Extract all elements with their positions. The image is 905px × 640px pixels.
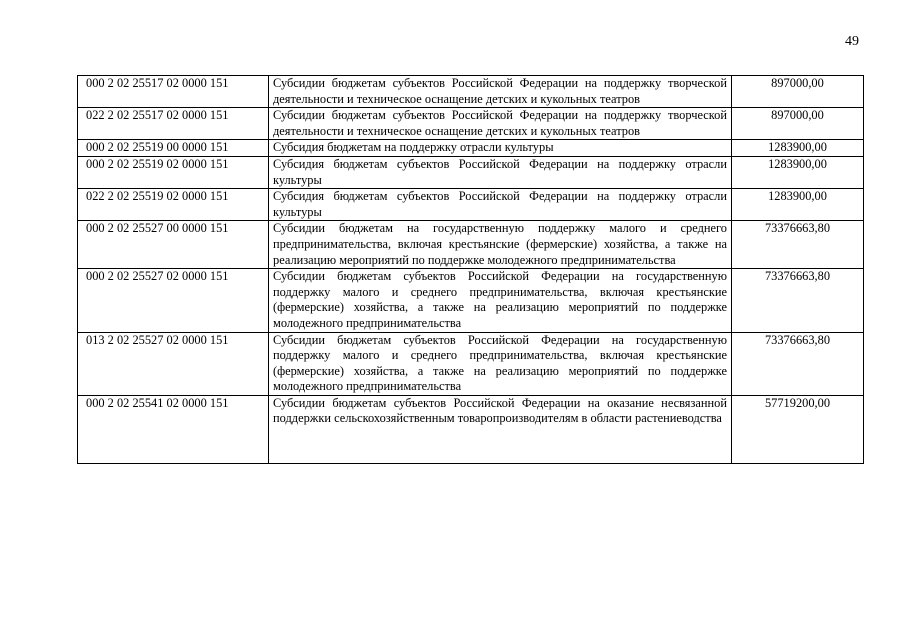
budget-code: 022 2 02 25517 02 0000 151 [78, 108, 269, 140]
table-row [78, 189, 864, 221]
item-amount: 1283900,00 [732, 156, 864, 188]
budget-code: 000 2 02 25541 02 0000 151 [78, 395, 269, 463]
table-row [78, 156, 864, 188]
item-description: Субсидии бюджетам субъектов Российской Федерации на государственную поддержку малого и среднего предпринимательства, включая крестьянские (фермерские) хозяйства, а также на реализацию мероприятий по поддержке молодежного предпринимательства [269, 332, 732, 395]
budget-code: 000 2 02 25527 02 0000 151 [78, 269, 269, 332]
item-amount: 73376663,80 [732, 332, 864, 395]
item-description: Субсидия бюджетам на поддержку отрасли культуры [269, 140, 732, 157]
item-amount: 897000,00 [732, 108, 864, 140]
table-row [78, 221, 864, 269]
page-number: 49 [845, 34, 859, 49]
budget-code: 000 2 02 25519 00 0000 151 [78, 140, 269, 157]
item-description: Субсидия бюджетам субъектов Российской Федерации на поддержку отрасли культуры [269, 156, 732, 188]
item-amount: 1283900,00 [732, 140, 864, 157]
budget-code: 000 2 02 25517 02 0000 151 [78, 76, 269, 108]
table-row [78, 332, 864, 395]
budget-code: 000 2 02 25527 00 0000 151 [78, 221, 269, 269]
item-description: Субсидия бюджетам субъектов Российской Федерации на поддержку отрасли культуры [269, 189, 732, 221]
item-description: Субсидии бюджетам субъектов Российской Федерации на государственную поддержку малого и среднего предпринимательства, включая крестьянские (фермерские) хозяйства, а также на реализацию мероприятий по поддержке молодежного предпринимательства [269, 269, 732, 332]
budget-code: 013 2 02 25527 02 0000 151 [78, 332, 269, 395]
budget-code: 000 2 02 25519 02 0000 151 [78, 156, 269, 188]
item-description: Субсидии бюджетам субъектов Российской Федерации на поддержку творческой деятельности и техническое оснащение детских и кукольных театров [269, 76, 732, 108]
table-row [78, 140, 864, 157]
item-description: Субсидии бюджетам субъектов Российской Федерации на оказание несвязанной поддержки сельскохозяйственным товаропроизводителям в области растениеводства [269, 395, 732, 463]
item-amount: 57719200,00 [732, 395, 864, 463]
item-description: Субсидии бюджетам на государственную поддержку малого и среднего предпринимательства, включая крестьянские (фермерские) хозяйства, а также на реализацию мероприятий по поддержке молодежного предпринимательства [269, 221, 732, 269]
budget-table [77, 75, 864, 464]
table-row [78, 108, 864, 140]
table-row [78, 395, 864, 463]
item-amount: 1283900,00 [732, 189, 864, 221]
table-row [78, 269, 864, 332]
item-amount: 897000,00 [732, 76, 864, 108]
item-amount: 73376663,80 [732, 221, 864, 269]
budget-code: 022 2 02 25519 02 0000 151 [78, 189, 269, 221]
table-row [78, 76, 864, 108]
item-description: Субсидии бюджетам субъектов Российской Федерации на поддержку творческой деятельности и техническое оснащение детских и кукольных театров [269, 108, 732, 140]
item-amount: 73376663,80 [732, 269, 864, 332]
